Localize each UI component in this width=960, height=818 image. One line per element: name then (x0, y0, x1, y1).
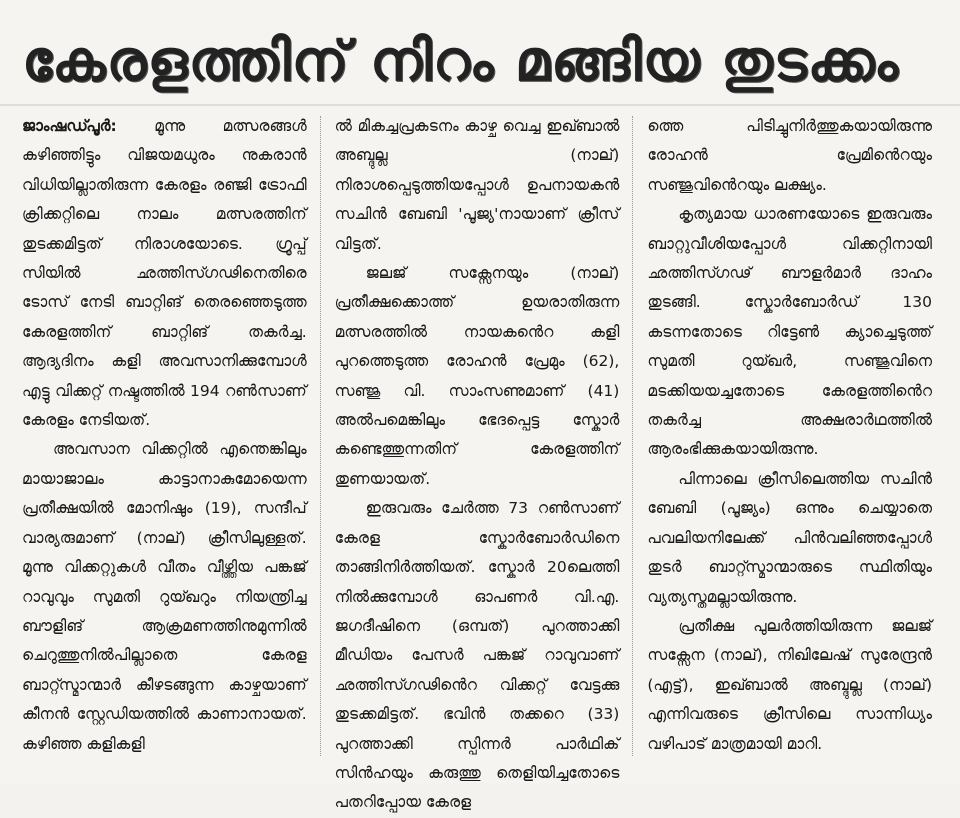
paragraph: പ്രതീക്ഷ പുലർത്തിയിരുന്ന ജലജ് സക്സേന (നാല്), നിഖിലേഷ് സുരേന്ദ്രൻ (എട്ട്), ഇഖ്ബാൽ അബ്ദുല്ല (നാല്) എന്നിവരുടെ ക്രീസിലെ സാന്നിധ്യം വഴിപാട് മാത്രമായി മാറി. (647, 616, 933, 753)
column-2 (334, 112, 620, 812)
column-3 (647, 112, 932, 762)
paragraph-text: മൂന്നു മത്സരങ്ങൾ കഴിഞ്ഞിട്ടും വിജയമധുരം നുകരാൻ വിധിയില്ലാതിരുന്ന കേരളം രഞ്ജി ട്രോഫി ക്രിക്കറ്റിലെ നാലം മത്സരത്തിന് തുടക്കമിട്ടത് നിരാശയോടെ. ഗ്രൂപ്പ് സിയിൽ ഛത്തിസ്ഗഢിനെതിരെ ടോസ് നേടി ബാറ്റിങ് തെരഞ്ഞെടുത്ത കേരളത്തിന് ബാറ്റിങ് തകർച്ച. ആദ്യദിനം കളി അവസാനിക്കുമ്പോൾ എട്ടു വിക്കറ്റ് നഷ്ടത്തിൽ 194 റൺസാണ് കേരളം നേടിയത്. (22, 117, 307, 430)
article-body (22, 112, 933, 812)
paragraph: അവസാന വിക്കറ്റിൽ എന്തെങ്കിലും മായാജാലം കാട്ടാനാകുമോയെന്ന പ്രതീക്ഷയിൽ മോനിഷും (19), സന്ദീപ് വാര്യരുമാണ് (നാല്) ക്രീസിലുള്ളത്. മൂന്നു വിക്കറ്റുകൾ വീതം വീഴ്ത്തിയ പങ്കജ് റാവുവും സുമതി റുയ്ഖറും നിയന്ത്രിച്ച ബൗളിങ് ആക്രമണത്തിനുമുന്നിൽ ചെറുത്തുനിൽപില്ലാതെ കേരള ബാറ്റ്സ്മാന്മാർ കീഴടങ്ങുന്ന കാഴ്ചയാണ് കീനൻ സ്റ്റേഡിയത്തിൽ കാണാനായത്. കഴിഞ്ഞ കളികളി (22, 440, 307, 753)
paragraph: കൃത്യമായ ധാരണയോടെ ഇരുവരും ബാറ്റുവീശിയപ്പോൾ വിക്കറ്റിനായി ഛത്തിസ്ഗഢ് ബൗളർമാർ ദാഹം തുടങ്ങി. സ്കോർബോർഡ് 130 കടന്നതോടെ റിട്ടേൺ ക്യാച്ചെടുത്ത് സുമതി റുയ്ഖർ, സഞ്ജുവിനെ മടക്കിയയച്ചതോടെ കേരളത്തിൻെറ തകർച്ച അക്ഷരാർഥത്തിൽ ആരംഭിക്കുകയായിരുന്നു. (647, 205, 933, 459)
headline-divider (0, 104, 960, 106)
headline: കേരളത്തിന് നിറം മങ്ങിയ തുടക്കം (22, 29, 899, 94)
paragraph: ൽ മികച്ചപ്രകടനം കാഴ്ച വെച്ച ഇഖ്ബാൽ അബ്ദുല്ല (നാല്) നിരാശപ്പെടുത്തിയപ്പോൾ ഉപനായകൻ സചിൻ ബേബി 'പൂജ്യ'നായാണ് ക്രീസ് വിട്ടത്. (334, 117, 620, 253)
paragraph: ത്തെ പിടിച്ചുനിർത്തുകയായിരുന്നു രോഹൻ പ്രേമിൻെറയും സഞ്ജുവിൻെറയും ലക്ഷ്യം. (647, 117, 933, 194)
paragraph: ഇരുവരും ചേർത്ത 73 റൺസാണ് കേരള സ്കോർബോർഡിനെ താങ്ങിനിർത്തിയത്. സ്കോർ 20ലെത്തി നിൽക്കുമ്പോൾ ഓപണർ വി.എ. ജഗദീഷിനെ (ഒമ്പത്) പുറത്താക്കി മീഡിയം പേസർ പങ്കജ് റാവുവാണ് ഛത്തിസ്ഗഢിൻെറ വിക്കറ്റ് വേട്ടക്കു തുടക്കമിട്ടത്. ഭവിൻ തക്കറെ (33) പുറത്താക്കി സ്പിന്നർ പാർഥിക് സിൻഹയും കരുത്തു തെളിയിച്ചതോടെ പതറിപ്പോയ കേരള (334, 499, 620, 812)
paragraph: ജലജ് സക്സേനയും (നാല്) പ്രതീക്ഷക്കൊത്ത് ഉയരാതിരുന്ന മത്സരത്തിൽ നായകൻെറ കളി പുറത്തെടുത്ത രോഹൻ പ്രേമും (62), സഞ്ജു വി. സാംസണുമാണ് (41) അൽപമെങ്കിലും ഭേദപ്പെട്ട സ്കോർ കണ്ടെത്തുന്നതിന് കേരളത്തിന് തുണയായത്. (334, 264, 620, 488)
paragraph (22, 112, 307, 435)
dateline: ജാംഷഡ്പൂർ: (22, 117, 117, 135)
paragraph: പിന്നാലെ ക്രീസിലെത്തിയ സചിൻ ബേബി (പൂജ്യം) ഒന്നും ചെയ്യാതെ പവലിയനിലേക്ക് പിൻവലിഞ്ഞപ്പോൾ തുടർ ബാറ്റ്സ്മാന്മാരുടെ സ്ഥിതിയും വ്യത്യസ്തമല്ലായിരുന്നു. (647, 469, 933, 606)
column-1 (22, 112, 307, 762)
